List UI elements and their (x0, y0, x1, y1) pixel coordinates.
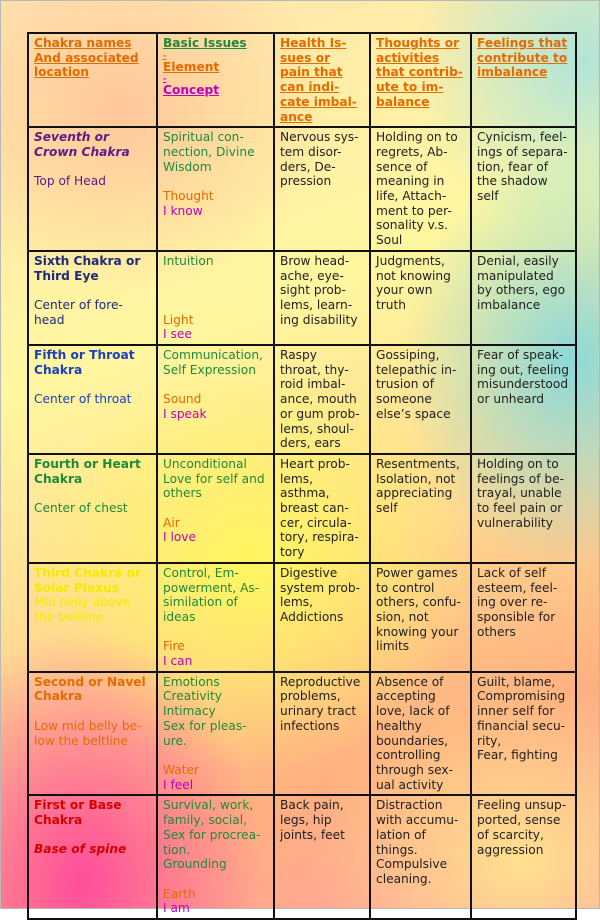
thought-line: Holding on to (376, 130, 458, 145)
health-line: Raspy (280, 348, 317, 363)
issue-line: Grounding (163, 857, 227, 872)
issue-line: Self Expression (163, 362, 256, 377)
header-line: Chakra names (34, 36, 132, 50)
thought-line: boundaries, (376, 733, 448, 748)
chakra-location: Base of spine (34, 842, 127, 857)
feeling-line: ported, sense (477, 813, 561, 828)
thoughts-cell (370, 127, 471, 251)
header-line: Feelings that (477, 36, 568, 50)
health-line: cer, circula- (280, 515, 352, 530)
chakra-location: Center of throat (34, 392, 132, 407)
issue-line: Communication, (163, 348, 263, 363)
chakra-location: Center of fore- (34, 297, 123, 312)
health-line: Heart prob- (280, 456, 350, 471)
chakra-row-heart (28, 454, 576, 563)
issues-cell (157, 795, 274, 919)
feeling-line: tion, fear of (477, 159, 548, 174)
header-line: balance (376, 94, 430, 109)
concept-label: I know (163, 203, 203, 218)
element-label: Water (163, 762, 200, 777)
health-line: asthma, (280, 486, 330, 501)
feeling-line: Compromising (477, 689, 566, 704)
chakra-name: Third Eye (34, 268, 99, 283)
health-line: tem disor- (280, 144, 342, 159)
feeling-line: manipulated (477, 268, 554, 283)
health-line: urinary tract (280, 704, 357, 719)
chakra-name: Chakra (34, 362, 83, 377)
header-line: can indi- (280, 80, 340, 95)
issues-cell (157, 127, 274, 251)
concept-label: I can (163, 654, 193, 669)
header-chakra-names (28, 33, 157, 127)
thoughts-cell (370, 563, 471, 672)
issue-line: Unconditional (163, 456, 247, 471)
thoughts-cell (370, 795, 471, 919)
health-cell (274, 672, 370, 796)
issues-cell (157, 672, 274, 796)
issue-line: tion. (163, 842, 191, 857)
issues-cell (157, 454, 274, 563)
chakra-name: Chakra (34, 471, 83, 486)
thought-line: lation of (376, 827, 426, 842)
chakra-location: head (34, 312, 65, 327)
thought-line: Resentments, (376, 456, 460, 471)
header-line: ance (280, 109, 313, 124)
thought-line: accepting (376, 689, 436, 704)
chakra-name-cell (28, 563, 157, 672)
issue-line: Survival, work, (163, 798, 254, 813)
feeling-line: Denial, easily (477, 253, 559, 268)
chakra-location: the beltline (34, 609, 104, 624)
health-line: ance, mouth (280, 392, 357, 407)
feeling-line: to feel pain or (477, 501, 563, 516)
chakra-location: Mid belly above (34, 595, 130, 610)
header-dash: - (163, 74, 167, 84)
concept-label: I feel (163, 777, 194, 792)
header-line: Health Is- (280, 36, 347, 50)
feeling-line: financial secu- (477, 718, 566, 733)
thought-line: sion, not (376, 609, 429, 624)
feeling-line: feelings of be- (477, 471, 564, 486)
thought-line: others, confu- (376, 595, 461, 610)
health-line: ders, De- (280, 159, 336, 174)
health-line: ders, ears (280, 436, 341, 451)
health-cell (274, 454, 370, 563)
chakra-name: Solar Plexus (34, 580, 119, 595)
element-label: Light (163, 312, 194, 327)
issue-line: powerment, As- (163, 580, 260, 595)
thought-line: regrets, Ab- (376, 144, 448, 159)
thought-line: sence of (376, 159, 428, 174)
issues-cell (157, 345, 274, 454)
feelings-cell (471, 454, 576, 563)
element-label: Air (163, 515, 180, 530)
feeling-line: of scarcity, (477, 827, 544, 842)
chakra-name: Second or Navel (34, 674, 146, 689)
health-cell (274, 251, 370, 345)
thoughts-cell (370, 345, 471, 454)
issue-line: others (163, 486, 202, 501)
thought-line: Gossiping, (376, 348, 440, 363)
header-line: activities (376, 50, 440, 65)
thought-line: with accumu- (376, 813, 459, 828)
header-line: ute to im- (376, 80, 444, 95)
issue-line: Intuition (163, 253, 214, 268)
health-line: Brow head- (280, 253, 350, 268)
health-line: or gum prob- (280, 406, 360, 421)
header-line: sues or (280, 50, 331, 65)
thought-line: cleaning. (376, 871, 432, 886)
chakra-name: Chakra (34, 689, 83, 704)
health-line: lems, (280, 471, 313, 486)
header-row (28, 33, 576, 127)
health-line: system prob- (280, 580, 361, 595)
feelings-cell (471, 127, 576, 251)
chakra-row-root (28, 795, 576, 919)
feeling-line: Fear, fighting (477, 748, 558, 763)
issue-line: Spiritual con- (163, 130, 244, 145)
chakra-name-cell (28, 454, 157, 563)
feeling-line: imbalance (477, 297, 541, 312)
feeling-line: by others, ego (477, 283, 566, 298)
thought-line: truth (376, 297, 407, 312)
feeling-line: vulnerability (477, 515, 553, 530)
thought-line: Soul (376, 233, 403, 248)
feeling-line: ings of separa- (477, 144, 568, 159)
health-cell (274, 795, 370, 919)
health-cell (274, 563, 370, 672)
feeling-line: Fear of speak- (477, 348, 564, 363)
health-line: Nervous sys- (280, 130, 359, 145)
header-line: contribute to (477, 50, 568, 65)
chakra-name-cell (28, 345, 157, 454)
chakra-location: low the beltline (34, 733, 128, 748)
health-line: tory, respira- (280, 530, 359, 545)
feeling-line: the shadow (477, 174, 548, 189)
thought-line: else’s space (376, 406, 451, 421)
thought-line: healthy (376, 718, 422, 733)
chakra-name-cell (28, 127, 157, 251)
chakra-name: Chakra (34, 813, 83, 828)
header-dash: - (163, 50, 167, 60)
issues-cell (157, 563, 274, 672)
thoughts-cell (370, 672, 471, 796)
element-label: Sound (163, 392, 202, 407)
issue-line: Intimacy (163, 704, 216, 719)
health-line: lems, shoul- (280, 421, 354, 436)
thought-line: telepathic in- (376, 362, 457, 377)
health-line: ache, eye- (280, 268, 344, 283)
thought-line: your own (376, 283, 433, 298)
header-line: Thoughts or (376, 36, 460, 50)
header-thoughts (370, 33, 471, 127)
thought-line: sonality v.s. (376, 218, 448, 233)
feeling-line: sponsible for (477, 609, 556, 624)
feeling-line: ing over re- (477, 595, 548, 610)
health-line: sight prob- (280, 283, 346, 298)
concept-label: I am (163, 901, 190, 916)
health-line: infections (280, 718, 340, 733)
feeling-line: trayal, unable (477, 486, 562, 501)
header-line: location (34, 65, 90, 80)
chakra-row-sacral (28, 672, 576, 796)
header-basic-issues (157, 33, 274, 127)
thought-line: life, Attach- (376, 189, 447, 204)
thought-line: Isolation, not (376, 471, 456, 486)
health-line: legs, hip (280, 813, 332, 828)
thought-line: not knowing (376, 268, 451, 283)
thoughts-cell (370, 251, 471, 345)
chakra-name: Seventh or (34, 130, 110, 145)
header-element-label: Element (163, 59, 220, 74)
thought-line: trusion of (376, 377, 435, 392)
thought-line: self (376, 501, 398, 516)
feelings-cell (471, 672, 576, 796)
health-line: problems, (280, 689, 341, 704)
chakra-name: Crown Chakra (34, 144, 130, 159)
health-cell (274, 127, 370, 251)
chakra-table (27, 32, 577, 920)
chakra-location: Top of Head (34, 174, 106, 189)
feeling-line: or unheard (477, 392, 545, 407)
header-line: cate imbal- (280, 94, 357, 109)
header-issues-label: Basic Issues (163, 36, 247, 50)
thought-line: knowing your (376, 624, 459, 639)
chakra-name: Sixth Chakra or (34, 253, 141, 268)
chakra-name: Fifth or Throat (34, 348, 135, 363)
issues-cell (157, 251, 274, 345)
thought-line: Power games (376, 565, 458, 580)
concept-label: I speak (163, 406, 207, 421)
header-concept-label: Concept (163, 83, 220, 98)
issue-line: Emotions (163, 674, 220, 689)
health-line: Reproductive (280, 674, 361, 689)
chakra-name: Third Chakra or (34, 565, 141, 580)
chakra-row-solar-plexus (28, 563, 576, 672)
thought-line: ment to per- (376, 203, 452, 218)
feeling-line: Lack of self (477, 565, 547, 580)
health-line: roid imbal- (280, 377, 346, 392)
issue-line: Sex for procrea- (163, 827, 261, 842)
thought-line: meaning in (376, 174, 445, 189)
feeling-line: Guilt, blame, (477, 674, 556, 689)
chakra-row-crown (28, 127, 576, 251)
health-line: lems, learn- (280, 297, 353, 312)
issue-line: similation of (163, 595, 238, 610)
thought-line: Absence of (376, 674, 444, 689)
chakra-row-third-eye (28, 251, 576, 345)
thought-line: to control (376, 580, 435, 595)
element-label: Thought (163, 189, 214, 204)
feeling-line: misunderstood (477, 377, 569, 392)
health-line: throat, thy- (280, 362, 349, 377)
chakra-name-cell (28, 251, 157, 345)
thought-line: love, lack of (376, 704, 450, 719)
feeling-line: others (477, 624, 516, 639)
thoughts-cell (370, 454, 471, 563)
health-line: tory (280, 545, 305, 560)
feeling-line: inner self for (477, 704, 555, 719)
feeling-line: rity, (477, 733, 502, 748)
chakra-location: Center of chest (34, 501, 128, 516)
thought-line: controlling (376, 748, 441, 763)
chakra-name: First or Base (34, 798, 122, 813)
issue-line: family, social, (163, 813, 247, 828)
issue-line: ure. (163, 733, 187, 748)
feelings-cell (471, 345, 576, 454)
chakra-name: Fourth or Heart (34, 456, 141, 471)
thought-line: through sex- (376, 762, 454, 777)
feelings-cell (471, 563, 576, 672)
element-label: Fire (163, 639, 185, 654)
health-line: Back pain, (280, 798, 344, 813)
issue-line: nection, Divine (163, 144, 255, 159)
header-health-issues (274, 33, 370, 127)
issue-line: Control, Em- (163, 565, 239, 580)
concept-label: I love (163, 530, 197, 545)
chakra-name-cell (28, 672, 157, 796)
thought-line: Compulsive (376, 857, 448, 872)
health-line: Addictions (280, 609, 344, 624)
health-cell (274, 345, 370, 454)
feeling-line: self (477, 189, 499, 204)
issue-line: Love for self and (163, 471, 265, 486)
issue-line: Sex for pleas- (163, 718, 247, 733)
chakra-location: Low mid belly be- (34, 718, 142, 733)
issue-line: Creativity (163, 689, 222, 704)
thought-line: Judgments, (376, 253, 445, 268)
feeling-line: esteem, feel- (477, 580, 558, 595)
header-line: that contrib- (376, 65, 463, 80)
feeling-line: Feeling unsup- (477, 798, 567, 813)
thought-line: things. (376, 842, 418, 857)
feeling-line: Holding on to (477, 456, 559, 471)
header-feelings (471, 33, 576, 127)
feeling-line: aggression (477, 842, 544, 857)
thought-line: ual activity (376, 777, 444, 792)
thought-line: limits (376, 639, 410, 654)
issue-line: ideas (163, 609, 196, 624)
health-line: lems, (280, 595, 313, 610)
issue-line: Wisdom (163, 159, 212, 174)
element-label: Earth (163, 886, 196, 901)
health-line: pression (280, 174, 332, 189)
health-line: breast can- (280, 501, 349, 516)
feelings-cell (471, 795, 576, 919)
feelings-cell (471, 251, 576, 345)
feeling-line: ing out, feeling (477, 362, 569, 377)
thought-line: appreciating (376, 486, 453, 501)
header-line: And associated (34, 50, 139, 65)
health-line: joints, feet (280, 827, 345, 842)
header-line: imbalance (477, 65, 548, 80)
chakra-row-throat (28, 345, 576, 454)
feeling-line: Cynicism, feel- (477, 130, 567, 145)
chakra-name-cell (28, 795, 157, 919)
concept-label: I see (163, 327, 192, 342)
health-line: Digestive (280, 565, 338, 580)
health-line: ing disability (280, 312, 358, 327)
thought-line: someone (376, 392, 432, 407)
thought-line: Distraction (376, 798, 443, 813)
header-line: pain that (280, 65, 343, 80)
